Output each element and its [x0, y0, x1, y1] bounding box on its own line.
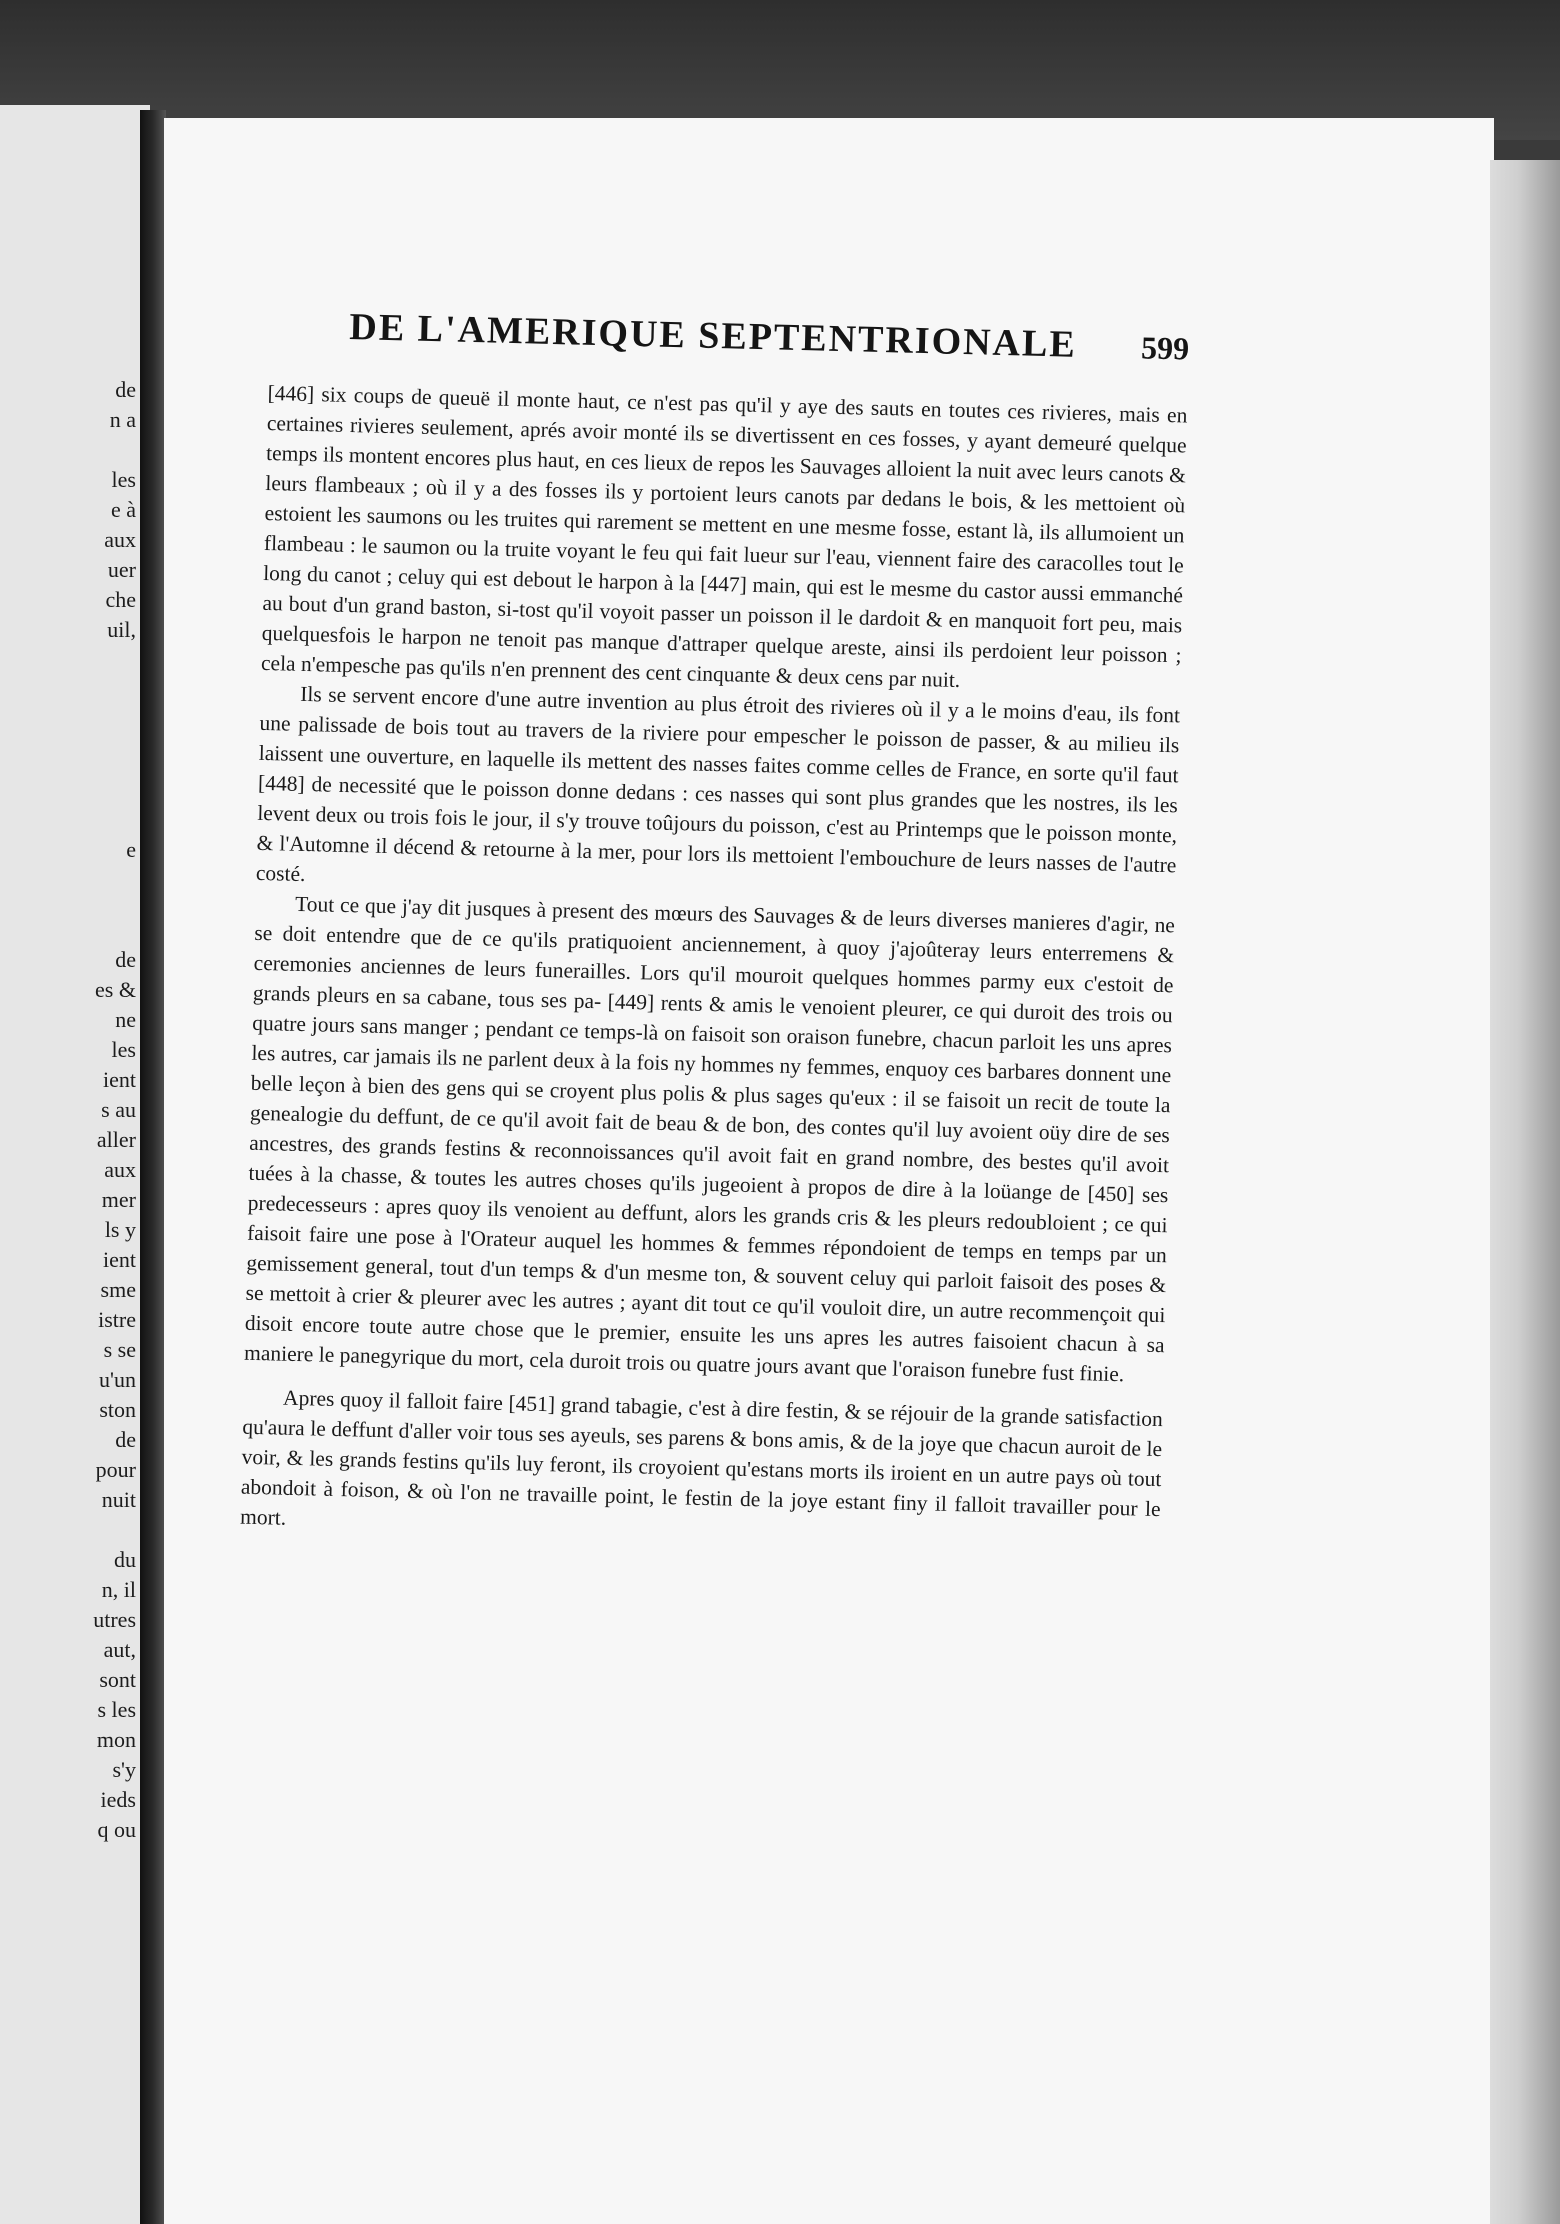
left-page-fragment: aut, [103, 1637, 136, 1662]
left-page-fragment: n, il [101, 1577, 136, 1602]
body-text [240, 378, 1188, 1554]
page-number: 599 [1140, 329, 1190, 367]
left-page-fragment: s'y [112, 1757, 136, 1782]
paragraph: [446] six coups de queuë il monte haut, ce n'est pas qu'il y aye des sauts en toutes ces rivieres, mais en certaines rivieres seulement, aprés avoir monté ils se divertissent en ces fosses, y ayant demeuré quelque temps ils montent encores plus haut, en ces lieux de repos les Sauvages alloient la nuit avec leurs canots & leurs flambeaux ; où il y a des fosses ils y portoient leurs canots par dedans le bois, & les mettoient où estoient les saumons ou les truites qui rarement se mettent en une mesme fosse, estant là, ils allumoient un flambeau : le saumon ou la truite voyant le feu qui fait lueur sur l'eau, viennent faire des caracolles tout le long du canot ; celuy qui est debout le harpon à la [447] main, qui est le mesme du castor aussi emmanché au bout d'un grand baston, si-tost qu'il voyoit passer un poisson il le dardoit & en manquoit fort peu, mais quelquesfois le harpon ne tenoit pas manque d'attraper quelque areste, ainsi ils perdoient leur poisson ; cela n'empesche pas qu'ils n'en prennent des cent cinquante & deux cens par nuit. [260, 380, 1188, 692]
left-page-fragment: utres [93, 1607, 136, 1632]
left-page-edge [0, 105, 150, 2224]
left-page-fragment: du [114, 1547, 136, 1572]
left-page-fragment: mon [96, 1727, 136, 1752]
left-page-fragment: che [105, 587, 136, 612]
left-page-fragment: de [115, 1427, 136, 1452]
left-page-fragment: u'un [99, 1367, 136, 1392]
left-page-fragment: e [126, 837, 136, 862]
left-page-fragment: q ou [97, 1817, 136, 1842]
book-gutter [140, 110, 166, 2224]
left-page-fragment: n a [109, 407, 136, 432]
left-page-fragment: s au [101, 1097, 136, 1122]
left-page-fragment: uil, [107, 617, 136, 642]
left-page-fragment: istre [98, 1307, 136, 1332]
left-page-fragment: es & [95, 977, 136, 1002]
left-page-fragment: les [111, 467, 136, 492]
left-page-fragment: ient [103, 1067, 136, 1092]
paragraph: Tout ce que j'ay dit jusques à present des mœurs des Sauvages & de leurs diverses manieres d'agir, ne se doit entendre que de ce qu'ils pratiquoient anciennement, à quoy j'ajoûteray leurs enterremens & ceremonies anciennes de leurs funerailles. Lors qu'il mouroit quelques hommes parmy eux c'estoit de grands pleurs en sa cabane, tous ses pa- [449] rents & amis le venoient pleurer, ce qui duroit des trois ou quatre jours sans manger ; pendant ce temps-là on faisoit son oraison funebre, chacun parloit les uns apres les autres, car jamais ils ne parlent deux à la fois ny hommes ny femmes, enquoy ces barbares donnent une belle leçon à bien des gens qui se croyent plus polis & plus sages qu'eux : il se faisoit un recit de toute la genealogie du deffunt, de ce qu'il avoit fait de beau & de bon, des contes qu'il luy avoient oüy dire de ses ancestres, des grands festins & reconnoissances qu'il avoit fait en grand nombre, des bestes qu'il avoit tuées à la chasse, & toutes les autres choses qu'ils jugeoient à propos de dire à la loüange de [450] ses predecesseurs : apres quoy ils venoient au deffunt, alors les grands cris & les pleurs redoubloient ; ce qui faisoit faire une pose à l'Orateur auquel les hommes & femmes répondoient de temps en temps par un gemissement general, tout d'un temps & d'un mesme ton, & souvent celuy qui parloit faisoit des poses & se mettoit à crier & pleurer avec les autres ; ayant dit tout ce qu'il vouloit dire, un autre recommençoit qui disoit encore toute autre chose que le premier, ensuite les uns apres les autres faisoient chacun à sa maniere le panegyrique du mort, cela duroit trois ou quatre jours avant que l'oraison funebre fust finie. [243, 891, 1176, 1387]
left-page-fragment: uer [107, 557, 136, 582]
left-page-fragment: pour [95, 1457, 136, 1482]
left-page-fragment: ls y [104, 1217, 136, 1242]
paragraph: Ils se servent encore d'une autre invention au plus étroit des rivieres où il y a le moins d'eau, ils font une palissade de bois tout au travers de la riviere pour empescher le poisson de passer, & au milieu ils laissent une ouverture, en laquelle ils mettent des nasses faites comme celles de France, en sorte qu'il faut [448] de necessité que le poisson donne dedans : ces nasses qui sont plus grandes que les nostres, ils les levent deux ou trois fois le jour, il s'y trouve toûjours du poisson, c'est au Printemps que le poisson monte, & l'Automne il décend & retourne à la mer, pour lors ils mettoient l'embouchure de leurs nasses de l'autre costé. [255, 681, 1181, 887]
left-page-fragment: s se [103, 1337, 136, 1362]
running-head: DE L'AMERIQUE SEPTENTRIONALE [348, 305, 1078, 366]
page-stack-edge [1490, 160, 1560, 2224]
left-page-fragment: sme [100, 1277, 136, 1302]
left-page-fragment: ieds [100, 1787, 136, 1812]
left-page-fragment: aux [104, 527, 136, 552]
left-page-fragment: nuit [101, 1487, 136, 1512]
left-page-fragment: mer [101, 1187, 136, 1212]
left-page-fragment: de [115, 947, 136, 972]
left-page-fragment: ston [99, 1397, 136, 1422]
paragraph: Apres quoy il falloit faire [451] grand tabagie, c'est à dire festin, & se réjouir de la grande satisfaction qu'aura le deffunt d'aller voir tous ses ayeuls, ses parens & bons amis, & de la joye que chacun auroit de le voir, & les grands festins qu'ils luy feront, ils croyoient qu'estans morts ils iroient en un autre pays où tout abondoit à foison, & où l'on ne travaille point, le festin de la joye estant finy il falloit travailler pour le mort. [239, 1385, 1164, 1530]
left-page-fragment: sont [99, 1667, 136, 1692]
left-page-fragment: ient [103, 1247, 136, 1272]
left-page-fragment: aller [96, 1127, 136, 1152]
left-page-fragment: ne [115, 1007, 136, 1032]
left-page-fragment: de [115, 377, 136, 402]
left-page-fragment: s les [97, 1697, 136, 1722]
left-page-fragment: e à [110, 497, 136, 522]
left-page-fragment: les [111, 1037, 136, 1062]
left-page-fragment: aux [104, 1157, 136, 1182]
